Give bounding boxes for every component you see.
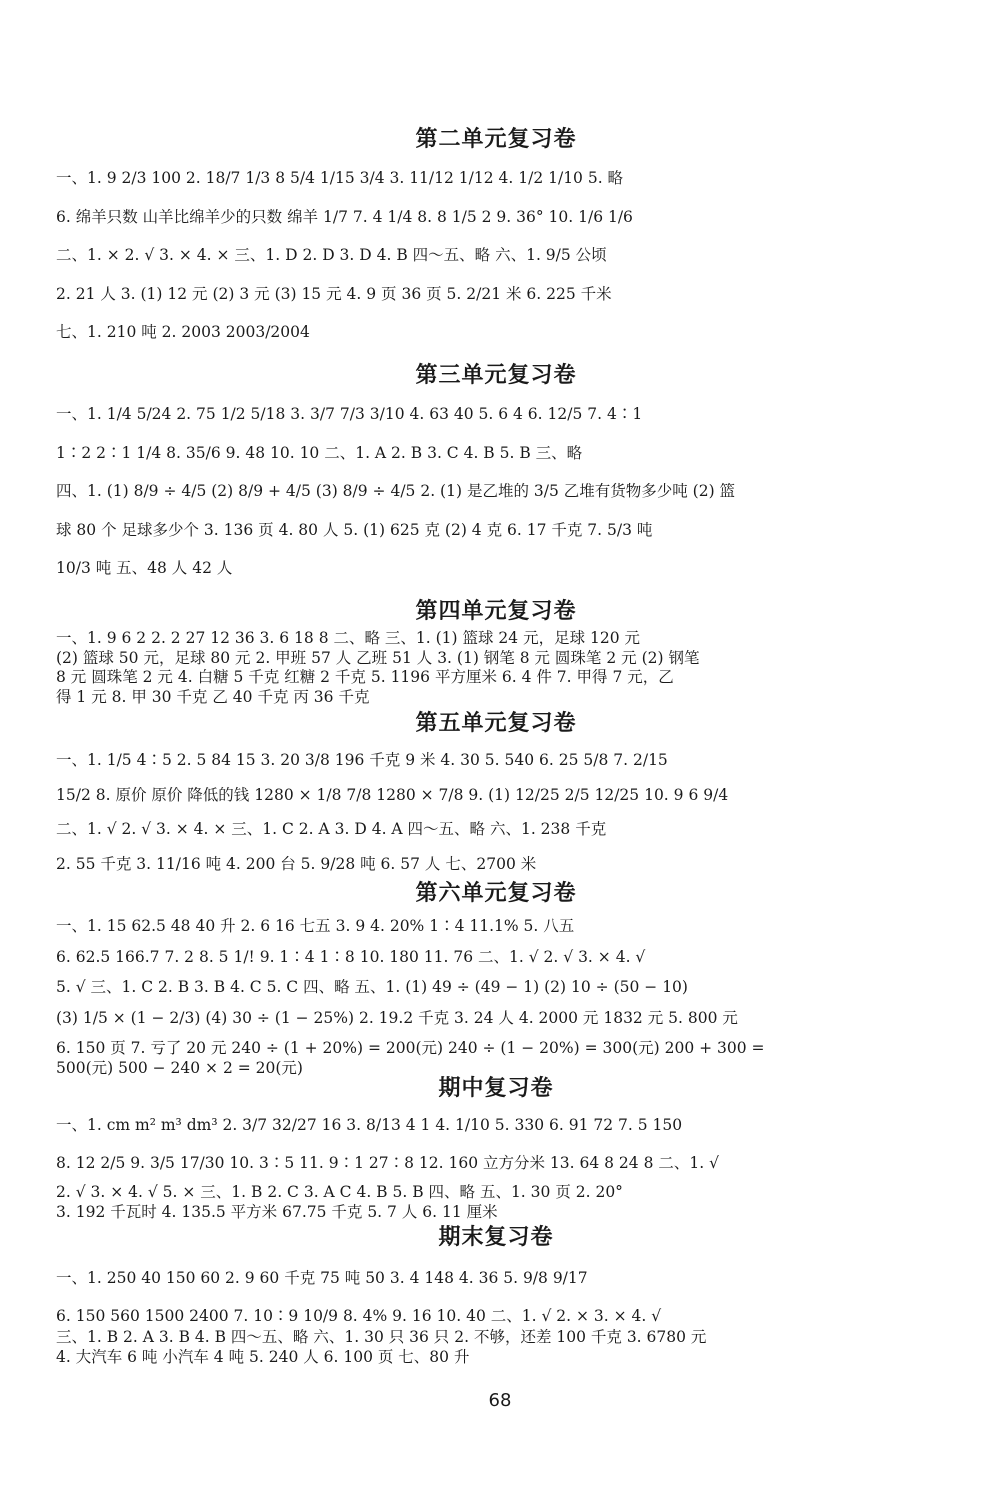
- answer-line: 3. 192 千瓦时 4. 135.5 平方米 67.75 千克 5. 7 人 6. 11 厘米: [56, 1202, 498, 1221]
- answer-line: 得 1 元 8. 甲 30 千克 乙 40 千克 丙 36 千克: [56, 687, 370, 706]
- unit-2-review: [56, 122, 936, 341]
- unit-4-review: [56, 594, 936, 705]
- answer-line: 6. 150 页 7. 亏了 20 元 240 ÷ (1 + 20%) = 200(元) 240 ÷ (1 − 20%) = 300(元) 200 + 300 =: [56, 1039, 765, 1057]
- answer-line: 8 元 圆珠笔 2 元 4. 白糖 5 千克 红糖 2 千克 5. 1196 平方厘米 6. 4 件 7. 甲得 7 元，乙: [56, 668, 674, 686]
- answer-line: 1∶2 2∶1 1/4 8. 35/6 9. 48 10. 10 二、1. A 2. B 3. C 4. B 5. B 三、略: [56, 443, 583, 462]
- answer-line: 8. 12 2/5 9. 3/5 17/30 10. 3∶5 11. 9∶1 27∶8 12. 160 立方分米 13. 64 8 24 8 二、1. √: [56, 1153, 719, 1172]
- answer-line: 15/2 8. 原价 原价 降低的钱 1280 × 1/8 7/8 1280 × 7/8 9. (1) 12/25 2/5 12/25 10. 9 6 9/4: [56, 785, 729, 804]
- section-title: 第三单元复习卷: [415, 363, 577, 388]
- section-title: 第六单元复习卷: [415, 881, 577, 906]
- page-number: 68: [488, 1390, 512, 1411]
- unit-5-review: [56, 706, 936, 872]
- answer-line: 10/3 吨 五、48 人 42 人: [56, 559, 233, 577]
- answer-line: 一、1. 1/4 5/24 2. 75 1/2 5/18 3. 3/7 7/3 3/10 4. 63 40 5. 6 4 6. 12/5 7. 4∶1: [56, 405, 643, 423]
- answer-line: 一、1. 15 62.5 48 40 升 2. 6 16 七五 3. 9 4. 20% 1∶4 11.1% 5. 八五: [56, 917, 575, 935]
- answer-line: (2) 篮球 50 元，足球 80 元 2. 甲班 57 人 乙班 51 人 3. (1) 钢笔 8 元 圆珠笔 2 元 (2) 钢笔: [56, 648, 700, 667]
- answer-line: 一、1. 1/5 4∶5 2. 5 84 15 3. 20 3/8 196 千克 9 米 4. 30 5. 540 6. 25 5/8 7. 2/15: [56, 751, 668, 769]
- section-title: 第二单元复习卷: [415, 127, 577, 152]
- answer-line: 一、1. 250 40 150 60 2. 9 60 千克 75 吨 50 3. 4 148 4. 36 5. 9/8 9/17: [56, 1269, 588, 1287]
- midterm-review: [56, 1071, 936, 1220]
- answer-line: 二、1. √ 2. √ 3. × 4. × 三、1. C 2. A 3. D 4. A 四～五、略 六、1. 238 千克: [56, 820, 607, 838]
- answer-line: 2. 21 人 3. (1) 12 元 (2) 3 元 (3) 15 元 4. 9 页 36 页 5. 2/21 米 6. 225 千米: [56, 284, 612, 303]
- answer-line: 4. 大汽车 6 吨 小汽车 4 吨 5. 240 人 6. 100 页 七、80 升: [56, 1347, 470, 1366]
- answer-line: 球 80 个 足球多少个 3. 136 页 4. 80 人 5. (1) 625 克 (2) 4 克 6. 17 千克 7. 5/3 吨: [56, 520, 653, 539]
- answer-line: 5. √ 三、1. C 2. B 3. B 4. C 5. C 四、略 五、1. (1) 49 ÷ (49 − 1) (2) 10 ÷ (50 − 10): [56, 978, 688, 996]
- answer-line: 6. 绵羊只数 山羊比绵羊少的只数 绵羊 1/7 7. 4 1/4 8. 8 1/5 2 9. 36° 10. 1/6 1/6: [56, 207, 633, 226]
- section-title: 期末复习卷: [438, 1225, 554, 1250]
- answer-line: 6. 150 560 1500 2400 7. 10∶9 10/9 8. 4% 9. 16 10. 40 二、1. √ 2. × 3. × 4. √: [56, 1306, 662, 1325]
- answer-line: 一、1. cm m² m³ dm³ 2. 3/7 32/27 16 3. 8/13 4 1 4. 1/10 5. 330 6. 91 72 7. 5 150: [56, 1116, 683, 1134]
- answer-line: 2. 55 千克 3. 11/16 吨 4. 200 台 5. 9/28 吨 6. 57 人 七、2700 米: [56, 854, 537, 873]
- answer-line: (3) 1/5 × (1 − 2/3) (4) 30 ÷ (1 − 25%) 2. 19.2 千克 3. 24 人 4. 2000 元 1832 元 5. 800 元: [56, 1008, 738, 1027]
- answer-line: 一、1. 9 2/3 100 2. 18/7 1/3 8 5/4 1/15 3/4 3. 11/12 1/12 4. 1/2 1/10 5. 略: [56, 169, 624, 187]
- answer-line: 6. 62.5 166.7 7. 2 8. 5 1/! 9. 1∶4 1∶8 10. 180 11. 76 二、1. √ 2. √ 3. × 4. √: [56, 947, 646, 966]
- answer-line: 四、1. (1) 8/9 ÷ 4/5 (2) 8/9 + 4/5 (3) 8/9 ÷ 4/5 2. (1) 是乙堆的 3/5 乙堆有货物多少吨 (2) 篮: [56, 482, 736, 500]
- answer-line: 七、1. 210 吨 2. 2003 2003/2004: [56, 323, 310, 341]
- answer-line: 二、1. × 2. √ 3. × 4. × 三、1. D 2. D 3. D 4. B 四～五、略 六、1. 9/5 公顷: [56, 246, 607, 264]
- section-title: 期中复习卷: [438, 1076, 554, 1101]
- unit-6-review: [56, 876, 936, 1076]
- answer-line: 2. √ 3. × 4. √ 5. × 三、1. B 2. C 3. A C 4. B 5. B 四、略 五、1. 30 页 2. 20°: [56, 1183, 623, 1201]
- section-title: 第四单元复习卷: [415, 599, 577, 624]
- section-title: 第五单元复习卷: [415, 711, 577, 736]
- unit-3-review: [56, 358, 936, 577]
- answer-line: 一、1. 9 6 2 2. 2 27 12 36 3. 6 18 8 二、略 三、1. (1) 篮球 24 元，足球 120 元: [56, 629, 641, 647]
- answer-line: 三、1. B 2. A 3. B 4. B 四～五、略 六、1. 30 只 36 只 2. 不够，还差 100 千克 3. 6780 元: [56, 1328, 707, 1346]
- final-review: [56, 1220, 936, 1365]
- answer-line: 500(元) 500 − 240 × 2 = 20(元): [56, 1058, 303, 1077]
